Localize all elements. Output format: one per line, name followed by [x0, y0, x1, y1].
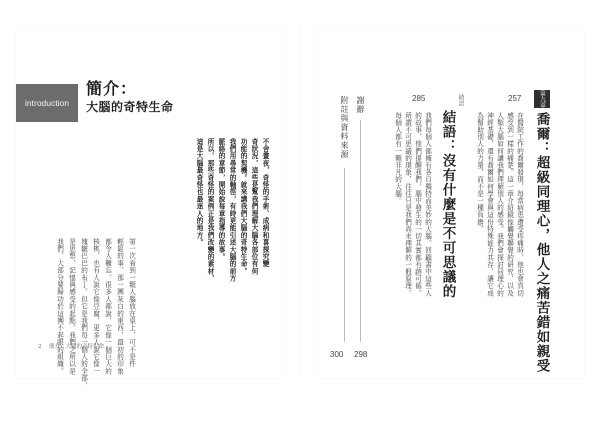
conclusion-desc-col-2: 的故事，他們提醒我們，腦中發生的一切其實都有跡可循。	[413, 112, 422, 297]
chapter-nine-label: 第九章	[534, 90, 550, 108]
left-page	[16, 28, 284, 390]
body-text-col-2: 輕鬆的事。那一團灰白的東西，最初的印象	[115, 238, 124, 375]
acknowledgements-leader	[360, 120, 361, 342]
acknowledgements-page: 298	[354, 350, 368, 359]
notes-leader	[344, 168, 345, 342]
body-text-col-7: 我們，大部分要歸功於這團不起眼的組織。	[55, 238, 64, 375]
conclusion-desc-col-1: 我們每個人都擁有各自獨特而美妙的大腦。回顧書中這些人	[423, 112, 432, 297]
chapter-nine-desc-col-3: 人類大腦如何讓我們理解別人的感受。我們會探討同理心的	[495, 112, 504, 297]
body-text-col-4: 核桃，也有人說它像豆腐，更多人說它像一	[91, 238, 100, 375]
intro-title-line1: 簡介：	[86, 79, 138, 98]
conclusion-desc-col-4: 每個人都有一顆非凡的大腦。	[393, 112, 402, 205]
chapter-nine-title: 喬爾：超級同理心，他人之痛苦錯如親受	[533, 112, 550, 373]
body-text-col-6: 是思想、記憶與感受的起點。我們之所以是	[67, 238, 76, 375]
chapter-nine-desc-col-4: 神經基礎，還有喬爾如何學會與這份特殊能力共存，讓它成	[485, 112, 494, 297]
body-text-col-1: 第一次看到一顆人腦放在桌上，可不是件	[127, 238, 136, 368]
chapter-nine-page: 257	[508, 94, 522, 103]
chapter-nine-desc-col-2: 感受到一樣的痛楚。這一章介紹鏡像觸覺聯覺的研究，以及	[505, 112, 514, 297]
notes-page: 300	[330, 350, 344, 359]
notes-title: 附註與資料來源	[340, 96, 349, 159]
acknowledgements-title: 謝辭	[356, 96, 365, 114]
chapter-nine-desc-col-5: 為幫助別人的力量，而不是一種負擔。	[475, 112, 484, 233]
lead-text-col-1: 不舍畫夜，奇怪的手術、成病和喜探究變	[261, 138, 269, 268]
conclusion-section-label: 結語	[457, 94, 464, 106]
lead-text-col-4: 我們用尋常的軸徑，有時更能引述大腦的前方	[228, 138, 236, 282]
lead-text-col-5: 脈絡的章節，開始說每章指導的故事。	[217, 138, 225, 261]
chapter-nine-desc-col-1: 在醫院工作的喬爾發現，每當病患遭受疼痛時，他也會真切	[515, 112, 524, 297]
right-page	[316, 28, 584, 378]
conclusion-title: 結語：沒有什麼是不可思議的	[439, 110, 456, 299]
lead-text-col-2: 奇狀況，這些是幫我們理解大腦各部位有何	[250, 138, 258, 275]
book-gutter	[299, 28, 301, 378]
body-text-col-5: 塊皺巴巴的布丁。但它是我們每一個人的全部，	[79, 238, 88, 390]
lead-text-col-6: 所以，那些奇怪的案例正是我們改變的素材，	[206, 138, 214, 282]
conclusion-page: 285	[412, 94, 426, 103]
introduction-label: introduction	[16, 84, 78, 122]
body-text-col-3: 都令人難忘。很多人都說，它像一個巨大的	[103, 238, 112, 375]
conclusion-desc-col-3: 所謂不可思議的現象，往往只是我們尚未理解的一般原理。	[403, 112, 412, 297]
lead-text-col-7: 這是大腦最奇怪也最迷人的地方。	[195, 138, 203, 246]
left-running-title: 簡介：大腦的奇特生命	[49, 344, 105, 350]
lead-text-col-3: 功能的契機。就來講我們大腦的奇特生命。	[239, 138, 247, 275]
left-page-number: 2	[38, 344, 42, 350]
intro-title-line2: 大腦的奇特生命	[86, 100, 174, 114]
